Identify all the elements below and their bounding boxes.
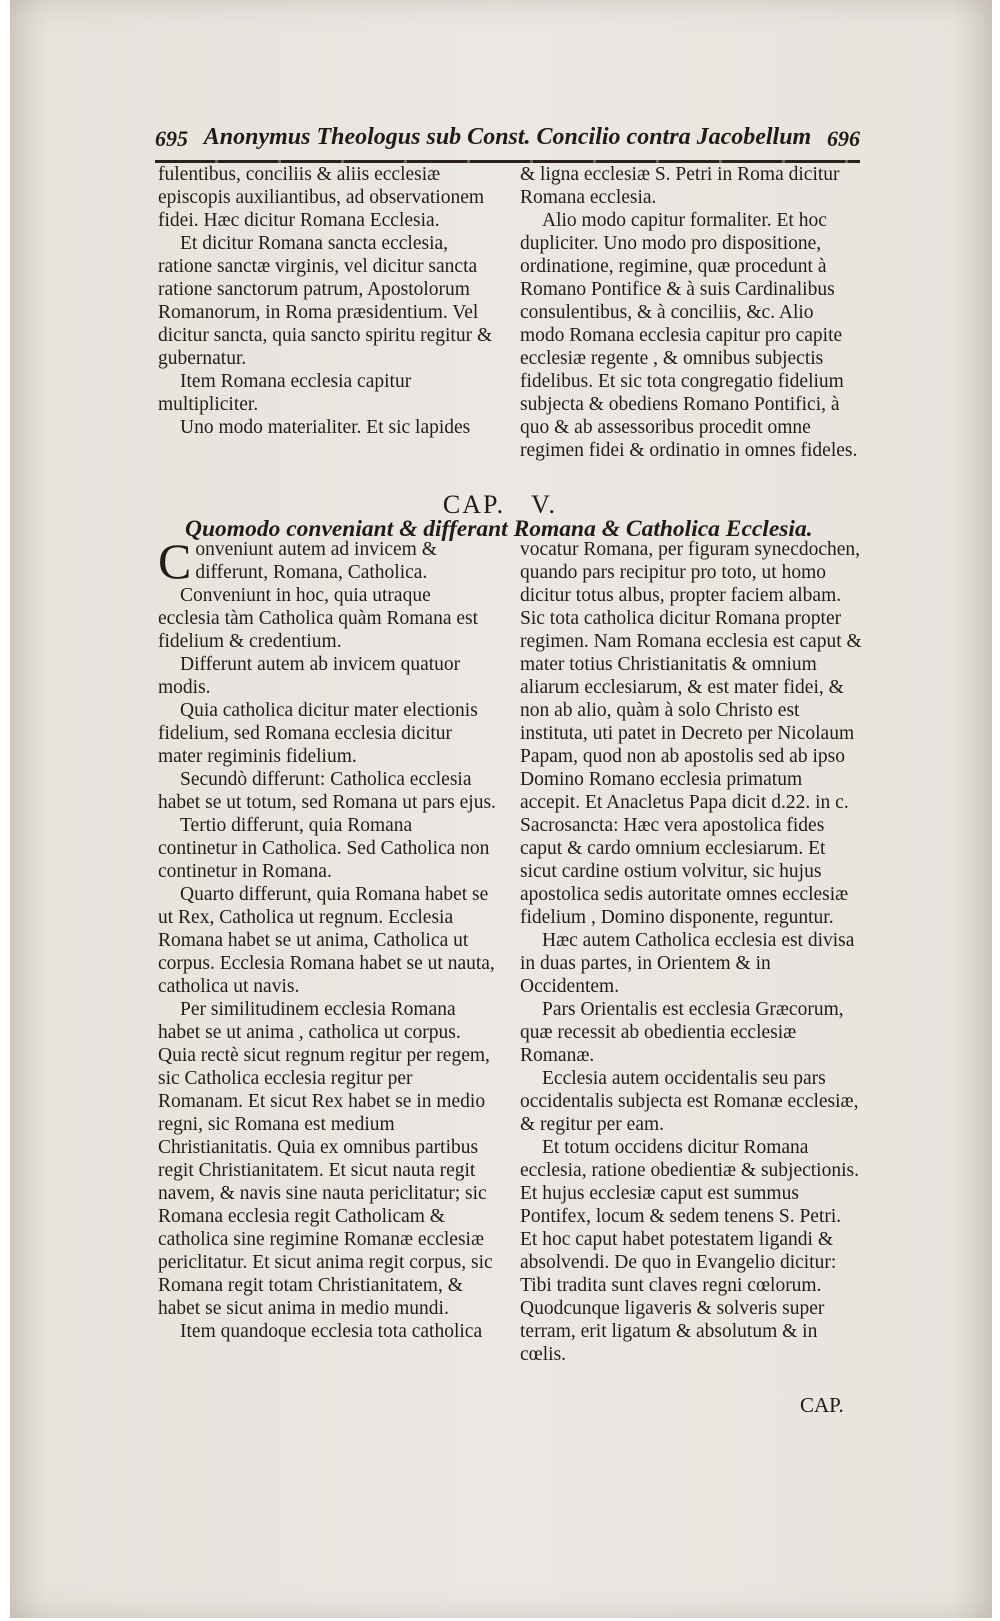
paragraph: Et totum occidens dicitur Romana ecclesia, ratione obedientiæ & subjectionis. Et hujus ecclesiæ caput est summus Pontifex, locum & sedem tenens S. Petri. Et hoc caput habet potestatem ligandi & absolvendi. De quo in Evangelio dicitur: Tibi tradita sunt claves regni cœlorum. Quodcunque ligaveris & solveris super terram, erit ligatum & absolutum & in cœlis.	[520, 1137, 859, 1365]
running-header	[155, 120, 860, 156]
paragraph: Hæc autem Catholica ecclesia est divisa in duas partes, in Orientem & in Occidentem.	[520, 930, 855, 997]
paragraph: Ecclesia autem occidentalis seu pars occidentalis subjecta est Romanæ ecclesiæ, & regitur per eam.	[520, 1068, 859, 1135]
column-left-lower	[158, 533, 496, 1343]
drop-cap: C	[158, 533, 192, 589]
paragraph: Tertio differunt, quia Romana continetur in Catholica. Sed Catholica non continetur in Romana.	[158, 815, 490, 882]
paragraph: Alio modo capitur formaliter. Et hoc dupliciter. Uno modo pro dispositione, ordinatione, regimine, quæ procedunt à Romano Pontifice & à suis Cardinalibus consulentibus, & à conciliis, &c. Alio modo Romana ecclesia capitur pro capite ecclesiæ regente , & omnibus subjectis fidelibus. Et sic tota congregatio fidelium subjecta & obediens Romano Pontifici, à quo & ab assessoribus procedit omne regimen fidei & ordinatio in omnes fideles.	[520, 210, 858, 461]
paragraph: Conveniunt in hoc, quia utraque ecclesia tàm Catholica quàm Romana est fidelium & credentium.	[158, 585, 479, 652]
paragraph: Pars Orientalis est ecclesia Græcorum, quæ recessit ab obedientia ecclesiæ Romanæ.	[520, 999, 844, 1066]
paragraph: fulentibus, conciliis & aliis ecclesiæ episcopis auxiliantibus, ad observationem fidei. Hæc dicitur Romana Ecclesia.	[158, 164, 485, 231]
paragraph: Differunt autem ab invicem quatuor modis.	[158, 654, 461, 698]
page-number-left: 695	[155, 126, 188, 151]
paragraph: Uno modo materialiter. Et sic lapides	[180, 417, 471, 438]
catchword: CAP.	[800, 1393, 844, 1417]
column-right-upper	[520, 163, 862, 462]
chapter-title: Quomodo conveniant & differant Romana & Catholica Ecclesia.	[185, 516, 813, 542]
paragraph	[158, 533, 496, 589]
column-left-upper	[158, 163, 496, 439]
paragraph: Item quandoque ecclesia tota catholica	[180, 1321, 483, 1342]
paragraph: Quarto differunt, quia Romana habet se ut Rex, Catholica ut regnum. Ecclesia Romana habet se ut anima, Catholica ut corpus. Ecclesia Romana habet se ut nauta, catholica ut navis.	[158, 884, 495, 997]
page-number-right: 696	[827, 126, 860, 151]
paragraph: vocatur Romana, per figuram synecdochen, quando pars recipitur pro toto, ut homo dicitur totus albus, propter faciem albam. Sic tota catholica dicitur Romana propter regimen. Nam Romana ecclesia est caput & mater totius Christianitatis & omnium aliarum ecclesiarum, & est mater fidei, & non ab alio, quàm à solo Christo est instituta, uti patet in Decreto per Nicolaum Papam, quod non ab apostolis sed ab ipso Domino Romano ecclesia primatum accepit. Et Anacletus Papa dicit d.22. in c. Sacrosancta: Hæc vera apostolica fides caput & cardo omnium ecclesiarum. Et sicut cardine ostium volvitur, sic hujus apostolica sedis autoritate omnes ecclesiæ fidelium , Domino disponente, reguntur.	[520, 539, 862, 928]
paragraph: Quia catholica dicitur mater electionis fidelium, sed Romana ecclesia dicitur mater regiminis fidelium.	[158, 700, 478, 767]
column-right-lower	[520, 538, 862, 1366]
paragraph: Per similitudinem ecclesia Romana habet se ut anima , catholica ut corpus. Quia rectè sicut regnum regitur per regem, sic Catholica ecclesia regitur per Romanam. Et sicut Rex habet se in medio regni, sic Romana est medium Christianitatis. Quia ex omnibus partibus regit Christianitatem. Et sicut nauta regit navem, & navis sine nauta periclitatur; sic Romana ecclesia regit Catholicam & catholica sine regimine Romanæ ecclesiæ periclitatur. Et sicut anima regit corpus, sic Romana regit totam Christianitatem, & habet se sicut anima in medio mundi.	[158, 999, 493, 1319]
chapter-label: CAP.	[442, 490, 506, 519]
paragraph: Et dicitur Romana sancta ecclesia, ratione sanctæ virginis, vel dicitur sancta ratione sanctorum patrum, Apostolorum Romanorum, in Roma præsidentium. Vel dicitur sancta, quia sancto spiritu regitur & gubernatur.	[158, 233, 493, 369]
paragraph: Item Romana ecclesia capitur multipliciter.	[158, 371, 412, 415]
chapter-number: V.	[531, 490, 558, 519]
paragraph: & ligna ecclesiæ S. Petri in Roma dicitur Romana ecclesia.	[520, 164, 840, 208]
paragraph-text: onveniunt autem ad invicem & differunt, Romana, Catholica.	[195, 539, 437, 583]
running-title: Anonymus Theologus sub Const. Concilio contra Jacobellum	[203, 124, 812, 150]
paragraph: Secundò differunt: Catholica ecclesia habet se ut totum, sed Romana ut pars ejus.	[158, 769, 496, 813]
